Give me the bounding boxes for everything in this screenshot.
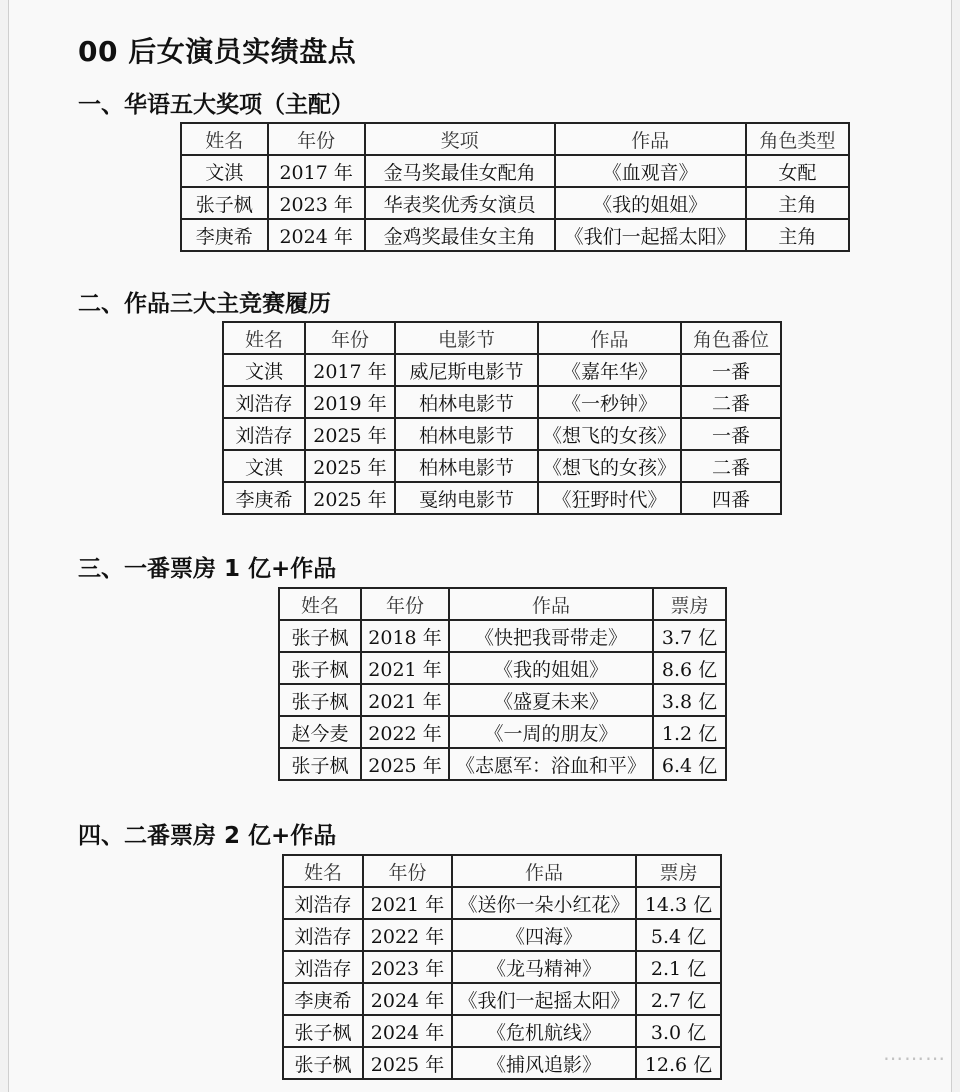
header-cell: 作品: [449, 588, 653, 620]
header-cell: 电影节: [395, 322, 538, 354]
table-cell: 2017 年: [305, 354, 395, 386]
table-cell: 《狂野时代》: [538, 482, 681, 514]
table-cell: 二番: [681, 450, 781, 482]
lead-boxoffice-table: [278, 587, 727, 781]
support-boxoffice-table: [282, 854, 722, 1080]
table-row: [223, 386, 781, 418]
table-cell: 文淇: [181, 155, 268, 187]
table-row: [279, 620, 726, 652]
table-cell: 2019 年: [305, 386, 395, 418]
table-cell: 《快把我哥带走》: [449, 620, 653, 652]
table-row: [223, 418, 781, 450]
table-row: [283, 951, 721, 983]
table-cell: 2024 年: [268, 219, 365, 251]
header-cell: 作品: [555, 123, 746, 155]
table-cell: 2025 年: [305, 482, 395, 514]
table-cell: 8.6 亿: [653, 652, 726, 684]
table-cell: 主角: [746, 219, 849, 251]
table-cell: 戛纳电影节: [395, 482, 538, 514]
table-row: [279, 684, 726, 716]
table-row: [181, 219, 849, 251]
table-cell: 张子枫: [279, 620, 361, 652]
table-cell: 张子枫: [279, 748, 361, 780]
table-cell: 一番: [681, 418, 781, 450]
table-cell: 《想飞的女孩》: [538, 418, 681, 450]
table-cell: 《嘉年华》: [538, 354, 681, 386]
table-cell: 2018 年: [361, 620, 449, 652]
table-cell: 威尼斯电影节: [395, 354, 538, 386]
table-header-row: [223, 322, 781, 354]
header-cell: 姓名: [181, 123, 268, 155]
header-cell: 年份: [305, 322, 395, 354]
table-cell: 女配: [746, 155, 849, 187]
table-cell: 3.7 亿: [653, 620, 726, 652]
table-cell: 2024 年: [363, 983, 452, 1015]
table-row: [283, 1047, 721, 1079]
section-heading-support-boxoffice: 四、二番票房 2 亿+作品: [78, 823, 337, 849]
table-cell: 二番: [681, 386, 781, 418]
header-cell: 奖项: [365, 123, 555, 155]
table-cell: 李庚希: [283, 983, 363, 1015]
table-cell: 柏林电影节: [395, 418, 538, 450]
awards-table: [180, 122, 850, 252]
table-cell: 《一周的朋友》: [449, 716, 653, 748]
table-cell: 1.2 亿: [653, 716, 726, 748]
table-cell: 刘浩存: [223, 386, 305, 418]
table-cell: 2023 年: [363, 951, 452, 983]
table-row: [283, 1015, 721, 1047]
watermark: ⋯⋯⋯: [883, 1046, 946, 1070]
table-cell: 3.8 亿: [653, 684, 726, 716]
table-cell: 《盛夏未来》: [449, 684, 653, 716]
table-cell: 5.4 亿: [636, 919, 721, 951]
header-cell: 票房: [636, 855, 721, 887]
table-row: [283, 983, 721, 1015]
section-heading-festivals: 二、作品三大主竞赛履历: [78, 291, 331, 317]
section-heading-lead-boxoffice: 三、一番票房 1 亿+作品: [78, 556, 337, 582]
table-cell: 刘浩存: [283, 919, 363, 951]
table-cell: 《龙马精神》: [452, 951, 636, 983]
festivals-table: [222, 321, 782, 515]
table-cell: 《我的姐姐》: [555, 187, 746, 219]
table-cell: 《想飞的女孩》: [538, 450, 681, 482]
table-cell: 刘浩存: [283, 951, 363, 983]
header-cell: 年份: [363, 855, 452, 887]
table-cell: 张子枫: [283, 1015, 363, 1047]
table-cell: 《送你一朵小红花》: [452, 887, 636, 919]
table-cell: 2.1 亿: [636, 951, 721, 983]
table-cell: 《我们一起摇太阳》: [452, 983, 636, 1015]
table-cell: 2024 年: [363, 1015, 452, 1047]
table-cell: 李庚希: [223, 482, 305, 514]
table-row: [181, 155, 849, 187]
table-cell: 12.6 亿: [636, 1047, 721, 1079]
table-cell: 柏林电影节: [395, 450, 538, 482]
header-cell: 姓名: [279, 588, 361, 620]
table-cell: 柏林电影节: [395, 386, 538, 418]
table-cell: 《一秒钟》: [538, 386, 681, 418]
table-cell: 文淇: [223, 450, 305, 482]
header-cell: 票房: [653, 588, 726, 620]
header-cell: 角色类型: [746, 123, 849, 155]
table-row: [283, 919, 721, 951]
table-cell: 2025 年: [305, 450, 395, 482]
table-cell: 刘浩存: [223, 418, 305, 450]
table-cell: 6.4 亿: [653, 748, 726, 780]
table-header-row: [283, 855, 721, 887]
table-cell: 2021 年: [361, 652, 449, 684]
table-cell: 《四海》: [452, 919, 636, 951]
table-row: [181, 187, 849, 219]
header-cell: 作品: [538, 322, 681, 354]
table-row: [283, 887, 721, 919]
section-heading-awards: 一、华语五大奖项（主配）: [78, 92, 354, 118]
table-cell: 张子枫: [279, 652, 361, 684]
table-cell: 金马奖最佳女配角: [365, 155, 555, 187]
table-cell: 《我们一起摇太阳》: [555, 219, 746, 251]
table-cell: 2022 年: [361, 716, 449, 748]
table-cell: 2021 年: [361, 684, 449, 716]
table-cell: 《危机航线》: [452, 1015, 636, 1047]
table-cell: 张子枫: [283, 1047, 363, 1079]
table-row: [279, 716, 726, 748]
table-cell: 3.0 亿: [636, 1015, 721, 1047]
table-row: [223, 354, 781, 386]
table-cell: 主角: [746, 187, 849, 219]
table-cell: 《血观音》: [555, 155, 746, 187]
table-cell: 张子枫: [279, 684, 361, 716]
table-cell: 2025 年: [363, 1047, 452, 1079]
table-cell: 2025 年: [305, 418, 395, 450]
table-cell: 《我的姐姐》: [449, 652, 653, 684]
header-cell: 姓名: [283, 855, 363, 887]
header-cell: 角色番位: [681, 322, 781, 354]
table-cell: 2021 年: [363, 887, 452, 919]
table-cell: 2.7 亿: [636, 983, 721, 1015]
table-cell: 2017 年: [268, 155, 365, 187]
table-cell: 《志愿军：浴血和平》: [449, 748, 653, 780]
table-header-row: [279, 588, 726, 620]
page-title: 00 后女演员实绩盘点: [78, 35, 357, 68]
table-cell: 2023 年: [268, 187, 365, 219]
table-cell: 一番: [681, 354, 781, 386]
table-row: [223, 482, 781, 514]
header-cell: 作品: [452, 855, 636, 887]
table-cell: 刘浩存: [283, 887, 363, 919]
table-cell: 14.3 亿: [636, 887, 721, 919]
table-cell: 张子枫: [181, 187, 268, 219]
table-cell: 赵今麦: [279, 716, 361, 748]
table-row: [279, 652, 726, 684]
table-cell: 四番: [681, 482, 781, 514]
table-cell: 文淇: [223, 354, 305, 386]
table-cell: 2025 年: [361, 748, 449, 780]
table-cell: 金鸡奖最佳女主角: [365, 219, 555, 251]
table-cell: 《捕风追影》: [452, 1047, 636, 1079]
table-cell: 李庚希: [181, 219, 268, 251]
header-cell: 年份: [268, 123, 365, 155]
table-cell: 华表奖优秀女演员: [365, 187, 555, 219]
table-cell: 2022 年: [363, 919, 452, 951]
table-header-row: [181, 123, 849, 155]
table-row: [223, 450, 781, 482]
header-cell: 年份: [361, 588, 449, 620]
header-cell: 姓名: [223, 322, 305, 354]
table-row: [279, 748, 726, 780]
